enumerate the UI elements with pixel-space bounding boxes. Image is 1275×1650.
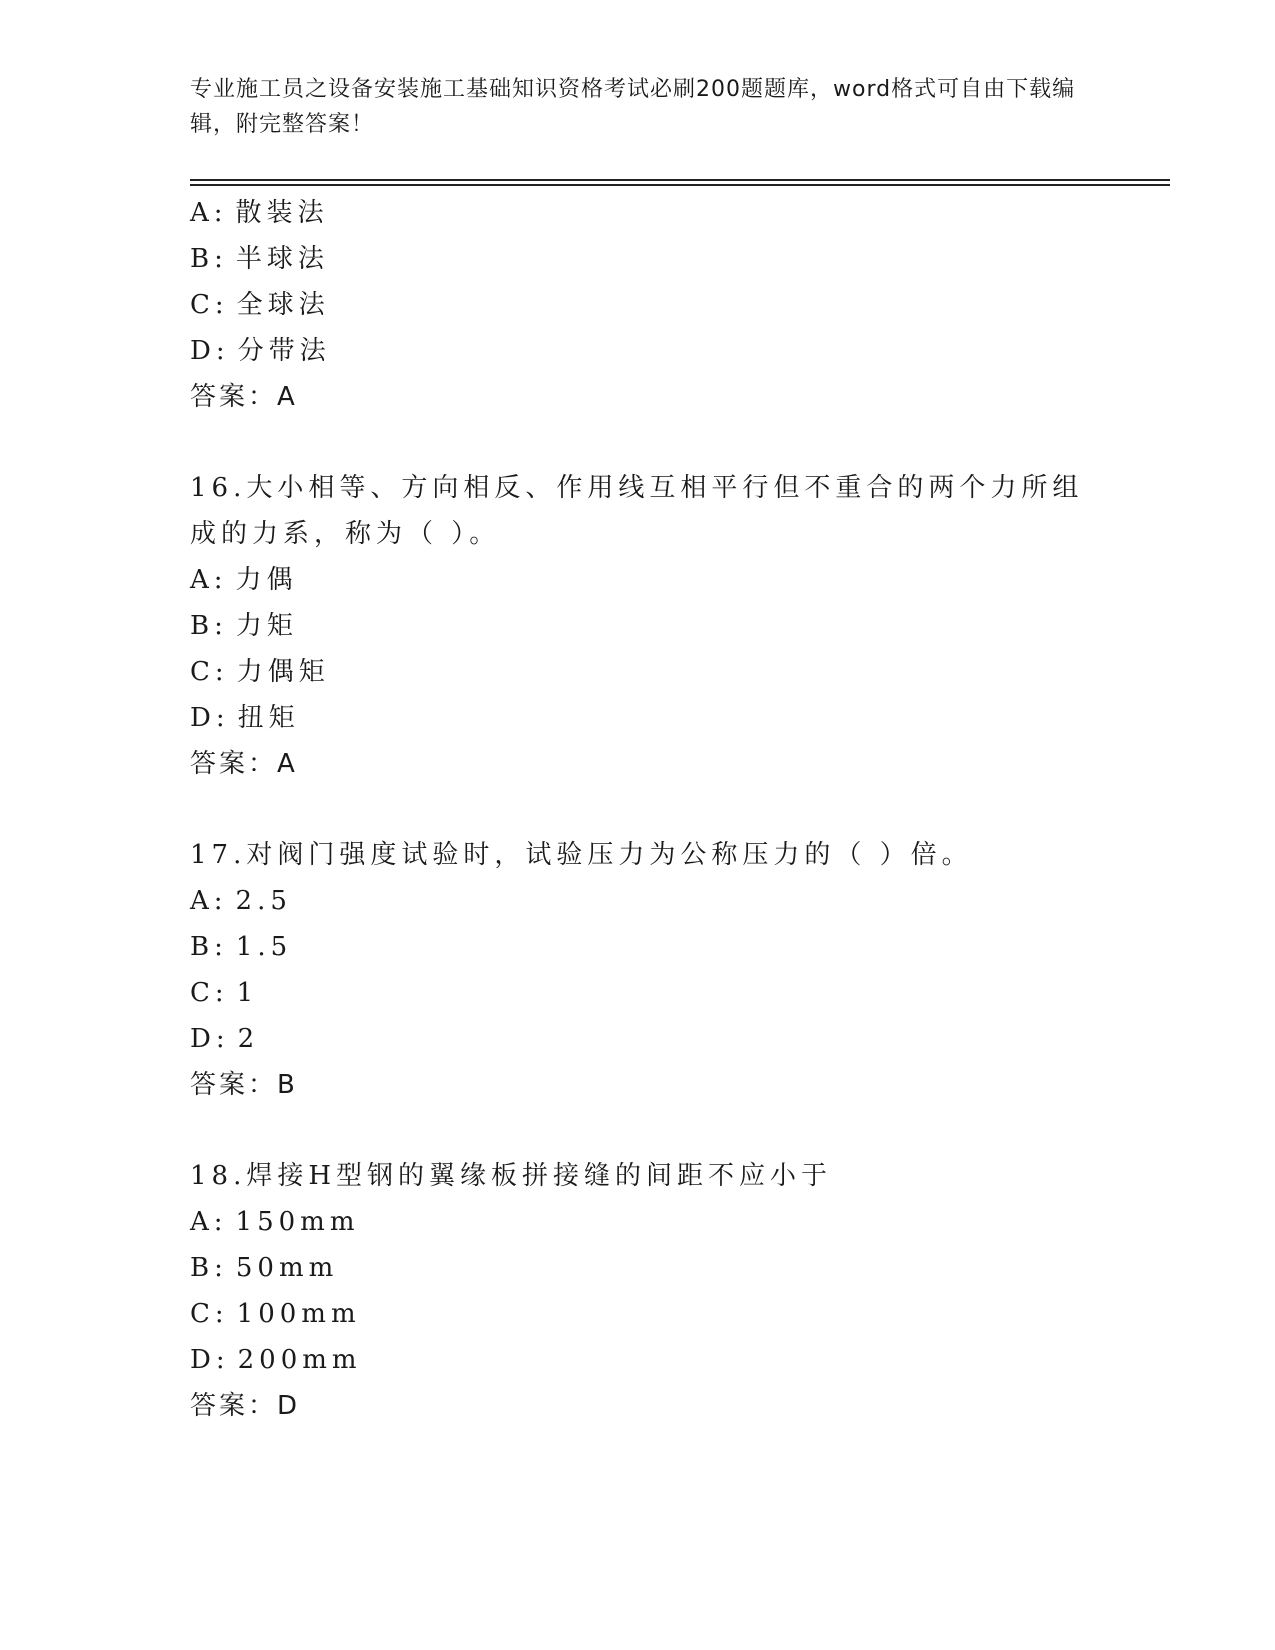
option-b: B: 1.5 (190, 932, 293, 962)
document-header (190, 72, 1090, 142)
option-a: A: 2.5 (190, 886, 292, 916)
option-b: B: 50mm (190, 1253, 339, 1283)
question-text: 18.焊接H型钢的翼缘板拼接缝的间距不应小于 (190, 1161, 833, 1191)
question-text: 17.对阀门强度试验时，试验压力为公称压力的（ ）倍。 (190, 840, 973, 870)
answer-line: 答案：B (190, 1070, 298, 1100)
header-divider-top (190, 179, 1170, 181)
question-list (190, 190, 1130, 1429)
question-text: 16.大小相等、方向相反、作用线互相平行但不重合的两个力所组成的力系，称为（ ）。 (190, 473, 1084, 549)
answer-line: 答案：D (190, 1391, 301, 1421)
header-divider-bottom (190, 184, 1170, 186)
option-a: A: 150mm (190, 1207, 360, 1237)
option-d: D: 200mm (190, 1345, 362, 1375)
option-b: B: 半球法 (190, 244, 329, 274)
question-17 (190, 832, 1130, 1108)
option-c: C: 力偶矩 (190, 657, 330, 687)
answer-line: 答案：A (190, 382, 298, 412)
option-d: D: 分带法 (190, 336, 331, 366)
question-16 (190, 465, 1130, 787)
option-d: D: 扭矩 (190, 703, 300, 733)
option-a: A: 力偶 (190, 565, 298, 595)
option-c: C: 1 (190, 978, 259, 1008)
question-continued (190, 190, 1130, 420)
option-c: C: 100mm (190, 1299, 361, 1329)
option-c: C: 全球法 (190, 290, 330, 320)
option-a: A: 散装法 (190, 198, 329, 228)
question-18 (190, 1153, 1130, 1429)
document-title: 专业施工员之设备安装施工基础知识资格考试必刷200题题库，word格式可自由下载编辑，附完整答案！ (190, 77, 1076, 137)
answer-line: 答案：A (190, 749, 298, 779)
option-b: B: 力矩 (190, 611, 298, 641)
option-d: D: 2 (190, 1024, 260, 1054)
